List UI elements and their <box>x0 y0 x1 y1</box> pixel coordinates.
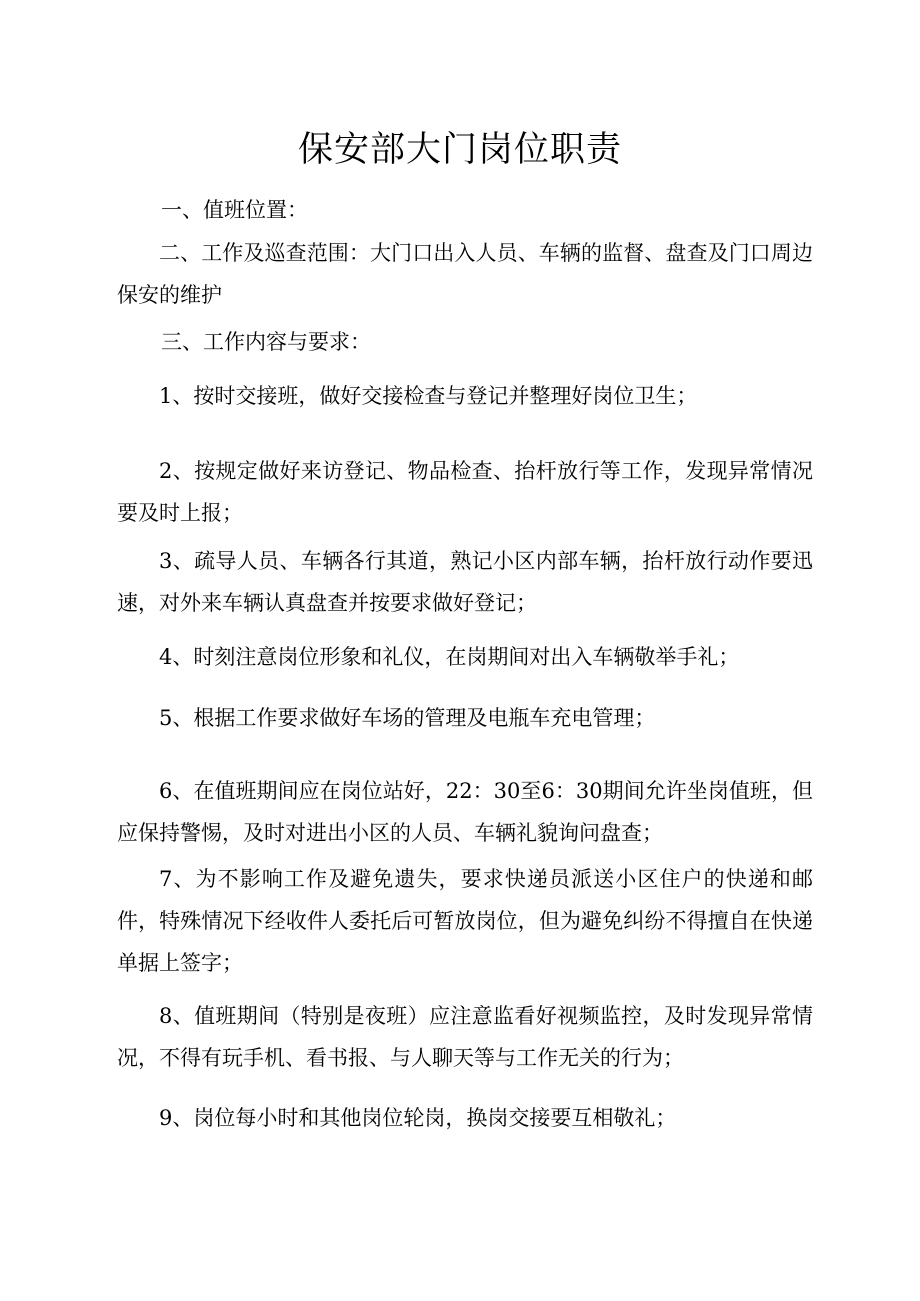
list-item-2: 2、按规定做好来访登记、物品检查、抬杆放行等工作，发现异常情况要及时上报； <box>117 459 813 525</box>
list-item-6: 6、在值班期间应在岗位站好，22：30至6：30期间允许坐岗值班，但应保持警惕，及时对进出小区的人员、车辆礼貌询问盘查； <box>117 779 813 845</box>
document-title: 保安部大门岗位职责 <box>297 130 622 170</box>
list-item-4: 4、时刻注意岗位形象和礼仪，在岗期间对出入车辆敬举手礼； <box>159 645 740 669</box>
list-item-1: 1、按时交接班，做好交接检查与登记并整理好岗位卫生； <box>159 384 698 408</box>
list-item-5: 5、根据工作要求做好车场的管理及电瓶车充电管理； <box>159 706 656 730</box>
list-item-3: 3、疏导人员、车辆各行其道，熟记小区内部车辆，抬杆放行动作要迅速，对外来车辆认真盘查并按要求做好登记； <box>117 549 813 615</box>
section-requirements-heading: 三、工作内容与要求： <box>161 330 371 354</box>
section-position: 一、值班位置： <box>161 198 308 222</box>
section-scope: 二、工作及巡查范围：大门口出入人员、车辆的监督、盘查及门口周边保安的维护 <box>117 241 813 307</box>
list-item-8: 8、值班期间（特别是夜班）应注意监看好视频监控，及时发现异常情况，不得有玩手机、看书报、与人聊天等与工作无关的行为； <box>117 1004 813 1070</box>
list-item-9: 9、岗位每小时和其他岗位轮岗，换岗交接要互相敬礼； <box>159 1106 677 1130</box>
list-item-7: 7、为不影响工作及避免遗失，要求快递员派送小区住户的快递和邮件，特殊情况下经收件人委托后可暂放岗位，但为避免纠纷不得擅自在快递单据上签字； <box>117 867 813 975</box>
